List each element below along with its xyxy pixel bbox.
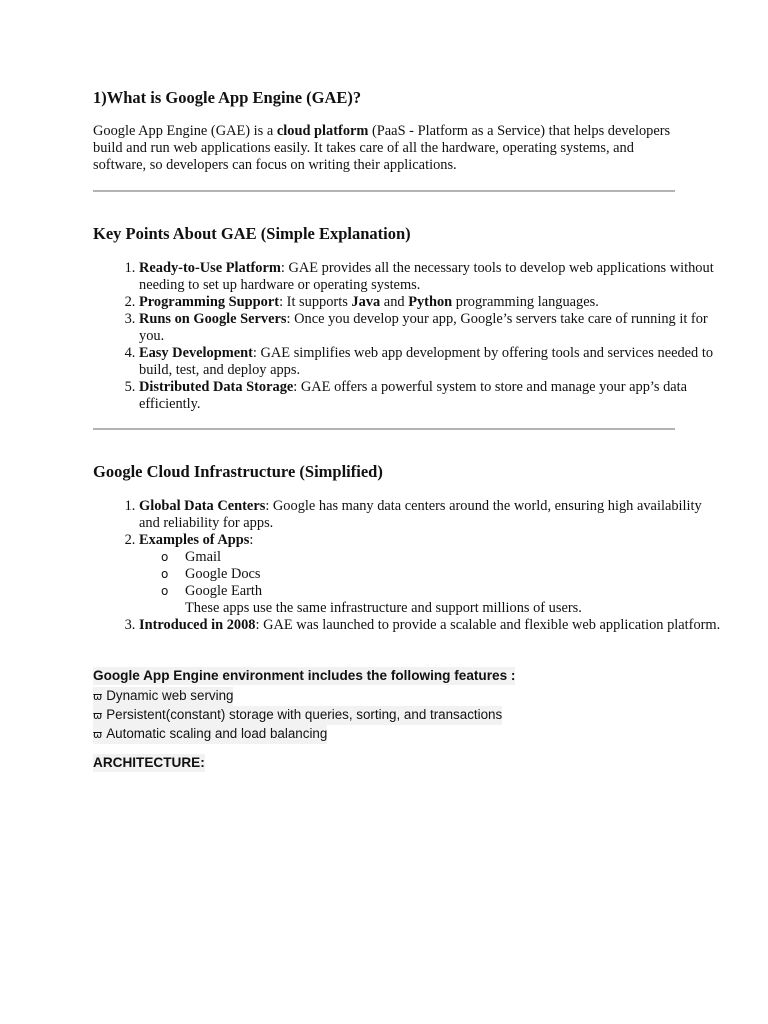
list-item [139, 379, 721, 413]
item-bold-label: Programming Support [139, 294, 280, 310]
feature-text: Automatic scaling and load balancing [106, 726, 328, 741]
example-apps-list [139, 549, 721, 600]
item-text: : GAE simplifies web app development by offering tools and services needed to build, test, and deploy apps. [139, 345, 714, 378]
feature-text: Dynamic web serving [106, 688, 234, 703]
circle-bullet-icon: o [161, 567, 169, 581]
feature-item [93, 725, 327, 744]
heading-key-points: Key Points About GAE (Simple Explanation) [93, 224, 411, 243]
item-bold-label: Examples of Apps [139, 532, 250, 548]
feature-text: Persistent(constant) storage with queries, sorting, and transactions [106, 707, 503, 722]
item-bold-label: Introduced in 2008 [139, 617, 256, 633]
horizontal-rule-1 [93, 190, 675, 192]
item-text: : Google has many data centers around the world, ensuring high availability and reliability for apps. [139, 498, 702, 531]
apps-note: These apps use the same infrastructure and support millions of users. [185, 600, 582, 616]
intro-bold-cloud-platform: cloud platform [276, 123, 369, 139]
app-name: Gmail [185, 549, 221, 565]
infrastructure-list [93, 498, 721, 634]
heading-google-cloud-infrastructure: Google Cloud Infrastructure (Simplified) [93, 462, 383, 481]
item-text: : Once you develop your app, Google’s servers take care of running it for you. [139, 311, 708, 344]
feature-item [93, 706, 502, 725]
item-bold-java: Java [351, 294, 381, 310]
architecture-heading: ARCHITECTURE: [93, 755, 205, 770]
list-item [139, 311, 721, 345]
varpi-bullet-icon: ϖ [93, 709, 103, 722]
feature-item [93, 687, 233, 706]
list-item [139, 617, 721, 634]
circle-bullet-icon: o [161, 550, 169, 564]
intro-text-1: Google App Engine (GAE) is a [93, 123, 277, 139]
key-points-list [93, 260, 721, 413]
list-item [161, 549, 721, 566]
item-bold-label: Ready-to-Use Platform [139, 260, 281, 276]
list-item [139, 260, 721, 294]
item-text: : GAE was launched to provide a scalable and flexible web application platform. [255, 617, 721, 633]
heading-what-is-gae: 1)What is Google App Engine (GAE)? [93, 88, 362, 107]
item-bold-label: Distributed Data Storage [139, 379, 294, 395]
list-item [161, 566, 721, 583]
intro-text-2: (PaaS - Platform as a Service) that helps developers build and run web applications easily. It takes care of all the hardware, operating systems, and software, so developers can focus on writing their applications. [93, 123, 671, 173]
item-bold-label: Runs on Google Servers [139, 311, 287, 327]
horizontal-rule-2 [93, 428, 675, 430]
features-heading: Google App Engine environment includes the following features : [93, 668, 516, 683]
list-item [139, 294, 721, 311]
item-text: : [249, 532, 254, 548]
item-text: programming languages. [452, 294, 599, 310]
item-bold-label: Easy Development [139, 345, 253, 361]
varpi-bullet-icon: ϖ [93, 728, 103, 741]
item-text: : It supports [279, 294, 352, 310]
item-text: : GAE offers a powerful system to store and manage your app’s data efficiently. [139, 379, 688, 412]
gae-intro-paragraph [93, 123, 675, 174]
item-text: and [380, 294, 409, 310]
list-item [139, 532, 721, 617]
list-item [139, 498, 721, 532]
app-name: Google Docs [185, 566, 261, 582]
item-bold-label: Global Data Centers [139, 498, 266, 514]
item-bold-python: Python [408, 294, 453, 310]
list-item [139, 345, 721, 379]
varpi-bullet-icon: ϖ [93, 690, 103, 703]
list-item [161, 583, 721, 600]
circle-bullet-icon: o [161, 584, 169, 598]
item-text: : GAE provides all the necessary tools to develop web applications without needing to set up hardware or operating systems. [139, 260, 714, 293]
app-name: Google Earth [185, 583, 263, 599]
